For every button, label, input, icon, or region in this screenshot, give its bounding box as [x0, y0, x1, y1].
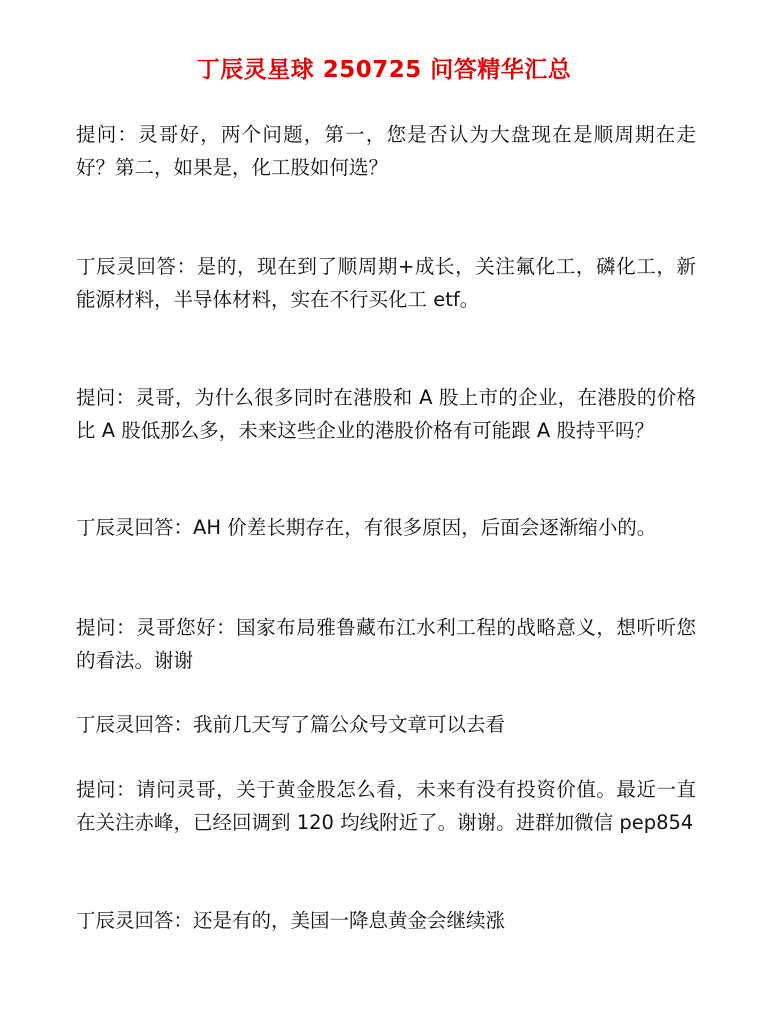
answer-4: 丁辰灵回答：还是有的，美国一降息黄金会继续涨 [76, 909, 506, 932]
question-1: 提问：灵哥好，两个问题，第一，您是否认为大盘现在是顺周期在走好？第二，如果是，化工股如何选？ [76, 123, 696, 179]
question-3: 提问：灵哥您好：国家布局雅鲁藏布江水利工程的战略意义，想听听您的看法。谢谢 [76, 616, 696, 672]
question-4: 提问：请问灵哥，关于黄金股怎么看，未来有没有投资价值。最近一直在关注赤峰，已经回调到 120 均线附近了。谢谢。进群加微信 pep854 [76, 778, 696, 834]
document-title: 丁辰灵星球 250725 问答精华汇总 [196, 57, 572, 83]
answer-2: 丁辰灵回答：AH 价差长期存在，有很多原因，后面会逐渐缩小的。 [76, 516, 657, 539]
answer-3: 丁辰灵回答：我前几天写了篇公众号文章可以去看 [76, 713, 506, 736]
answer-1: 丁辰灵回答：是的，现在到了顺周期+成长，关注氟化工，磷化工，新能源材料，半导体材料，实在不行买化工 etf。 [76, 255, 696, 311]
question-2: 提问：灵哥，为什么很多同时在港股和 A 股上市的企业，在港股的价格比 A 股低那么多，未来这些企业的港股价格有可能跟 A 股持平吗？ [76, 386, 696, 442]
